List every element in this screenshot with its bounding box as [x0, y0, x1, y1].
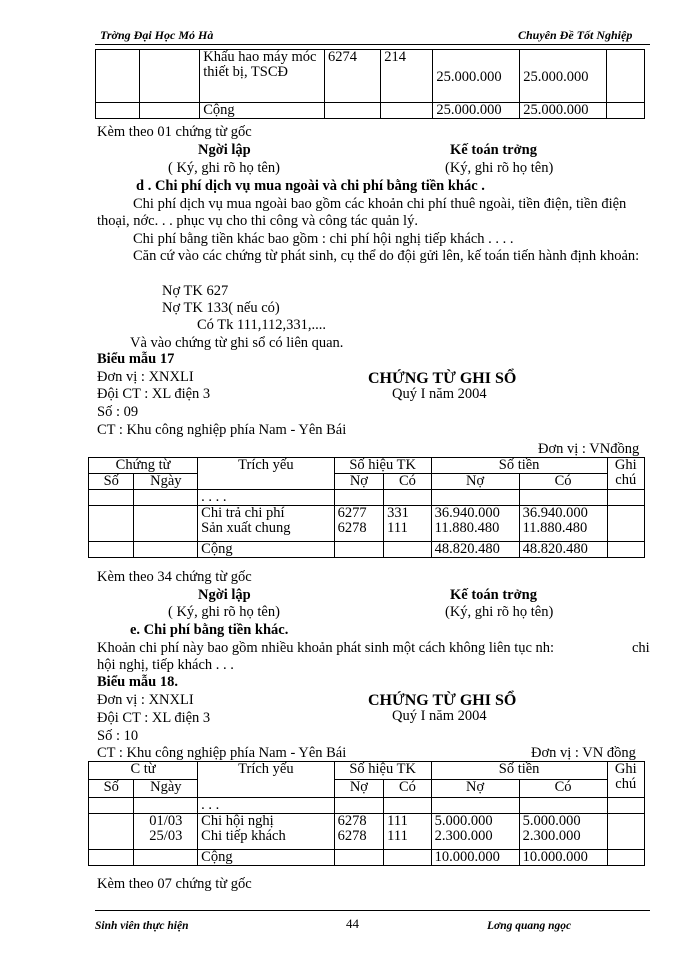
section-d-p3: Căn cứ vào các chứng từ phát sinh, cụ thể do đội gửi lên, kế toán tiến hành định khoản: [133, 248, 640, 264]
form17-label: Biểu mẫu 17 [97, 351, 175, 367]
row-debit: 11.880.480 [434, 520, 500, 536]
section-e-heading: e. Chi phí bằng tiền khác. [130, 622, 289, 638]
table-cell [139, 103, 199, 119]
table-cell [607, 542, 644, 558]
table-cell: 25.000.000 [520, 103, 607, 119]
sig-right-note: (Ký, ghi rõ họ tên) [445, 604, 554, 620]
entry-debit-133: Nợ TK 133( nếu có) [162, 300, 280, 316]
sig-right-title: Kế toán trởng [450, 142, 537, 158]
table-cell: Cộng [200, 103, 325, 119]
table-cell [431, 506, 519, 542]
entry-debit-627: Nợ TK 627 [162, 283, 229, 299]
form18-project: CT : Khu công nghiệp phía Nam - Yên Bái [97, 745, 347, 761]
row-credit: 36.940.000 [522, 505, 588, 521]
section-e-p1-cont: hội nghị, tiếp khách . . . [97, 657, 234, 673]
table-cell [519, 814, 607, 850]
table-cell [134, 850, 198, 866]
table-cell: Khấu hao máy móc thiết bị, TSCĐ [200, 50, 325, 103]
table-cell [384, 814, 432, 850]
top-table [95, 49, 645, 119]
col-date: Ngày [134, 780, 198, 798]
row-credit: 5.000.000 [522, 813, 581, 829]
row-credit-acct: 111 [387, 813, 408, 829]
table-cell [334, 506, 384, 542]
total-debit: 48.820.480 [431, 542, 519, 558]
form17-number: Số : 09 [97, 404, 139, 420]
section-e-p1-end: chi [632, 640, 650, 656]
col-debit: Nợ [431, 780, 519, 798]
col-no: Số [89, 474, 134, 490]
table-cell [334, 490, 384, 506]
col-amount: Số tiền [431, 458, 607, 474]
section-d-p2: Chi phí bằng tiền khác bao gồm : chi phí hội nghị tiếp khách . . . . [133, 231, 514, 247]
table-cell: 6274 [324, 50, 380, 103]
table-cell [89, 798, 134, 814]
table-cell [134, 814, 198, 850]
table-cell [324, 103, 380, 119]
sig-left-title: Ngời lập [198, 587, 251, 603]
section-e-p1: Khoản chi phí này bao gồm nhiều khoản phát sinh một cách không liên tục nh: [97, 640, 555, 656]
form18-team: Đội CT : XL điện 3 [97, 710, 211, 726]
col-credit-acct: Có [384, 780, 432, 798]
total-credit: 48.820.480 [519, 542, 607, 558]
row-desc: Chi tiếp khách [201, 828, 286, 844]
table-cell [334, 814, 384, 850]
table-cell [384, 542, 432, 558]
table-cell [96, 50, 140, 103]
total-credit: 10.000.000 [519, 850, 607, 866]
page-number: 44 [346, 916, 359, 931]
table-cell: 25.000.000 [433, 50, 520, 103]
table-cell [607, 850, 644, 866]
sig-right-note: (Ký, ghi rõ họ tên) [445, 160, 554, 176]
col-desc: Trích yếu [198, 458, 334, 490]
form17-team: Đội CT : XL điện 3 [97, 386, 211, 402]
table-cell [519, 490, 607, 506]
row-debit: 2.300.000 [434, 828, 493, 844]
header-right: Chuyên Đề Tốt Nghiệp [518, 28, 633, 42]
form18-number: Số : 10 [97, 728, 139, 744]
table-cell [431, 814, 519, 850]
col-no: Số [89, 780, 134, 798]
total-label: Cộng [198, 850, 334, 866]
col-debit-acct: Nợ [334, 780, 384, 798]
sig-left-note: ( Ký, ghi rõ họ tên) [168, 160, 280, 176]
table-cell [607, 798, 644, 814]
col-credit: Có [519, 474, 607, 490]
col-desc: Trích yếu [198, 762, 334, 798]
table-row [89, 814, 134, 850]
form18-label: Biểu mẫu 18. [97, 674, 178, 690]
table-cell [198, 814, 334, 850]
form18-table [88, 761, 645, 866]
table-cell [384, 490, 432, 506]
sig-right-title: Kế toán trởng [450, 587, 537, 603]
form18-currency: Đơn vị : VN đồng [531, 745, 636, 761]
col-acct: Số hiệu TK [334, 458, 431, 474]
table-cell [607, 506, 644, 542]
table-cell [384, 506, 432, 542]
col-debit-acct: Nợ [334, 474, 384, 490]
table-cell [334, 798, 384, 814]
table-cell [134, 506, 198, 542]
col-credit-acct: Có [384, 474, 432, 490]
form18-period: Quý I năm 2004 [392, 708, 487, 724]
table-cell [334, 542, 384, 558]
col-voucher: C từ [89, 762, 198, 780]
form17-project: CT : Khu công nghiệp phía Nam - Yên Bái [97, 422, 347, 438]
row-desc: Chi hội nghị [201, 813, 274, 829]
form18-unit: Đơn vị : XNXLI [97, 692, 194, 708]
table-cell [519, 798, 607, 814]
form17-currency: Đơn vị : VNđồng [538, 441, 640, 457]
form17-title: CHỨNG TỪ GHI SỔ [368, 370, 517, 387]
col-note: Ghi chú [607, 762, 644, 798]
col-amount: Số tiền [431, 762, 607, 780]
attach-note: Kèm theo 01 chứng từ gốc [97, 124, 252, 140]
table-cell [431, 798, 519, 814]
form18-attach: Kèm theo 07 chứng từ gốc [97, 876, 252, 892]
table-cell [381, 103, 433, 119]
table-cell [384, 850, 432, 866]
sig-left-title: Ngời lập [198, 142, 251, 158]
header-rule [95, 44, 650, 45]
table-cell [96, 103, 140, 119]
row-debit-acct: 6278 [337, 520, 367, 536]
total-debit: 10.000.000 [431, 850, 519, 866]
table-cell: . . . . [198, 490, 334, 506]
row-debit: 5.000.000 [434, 813, 493, 829]
row-credit: 2.300.000 [522, 828, 581, 844]
section-d-p4: Và vào chứng từ ghi sổ có liên quan. [130, 335, 344, 351]
table-cell [607, 490, 644, 506]
table-cell: . . . [198, 798, 334, 814]
col-acct: Số hiệu TK [334, 762, 431, 780]
form17-attach: Kèm theo 34 chứng từ gốc [97, 569, 252, 585]
footer-rule [95, 910, 650, 911]
table-cell [89, 490, 134, 506]
entry-credit: Có Tk 111,112,331,.... [197, 317, 327, 333]
row-credit: 11.880.480 [522, 520, 588, 536]
row-debit-acct: 6278 [337, 813, 367, 829]
row-date: 01/03 [149, 813, 183, 829]
table-cell [519, 506, 607, 542]
table-row [89, 506, 134, 542]
table-cell: 25.000.000 [520, 50, 607, 103]
table-cell [134, 798, 198, 814]
section-d-heading: d . Chi phí dịch vụ mua ngoài và chi phí bằng tiền khác . [136, 178, 485, 194]
table-cell [134, 542, 198, 558]
table-cell [89, 850, 134, 866]
row-credit-acct: 331 [387, 505, 409, 521]
header-left: Trờng Đại Học Mỏ Hà [100, 28, 214, 42]
form17-period: Quý I năm 2004 [392, 386, 487, 402]
col-note: Ghi chú [607, 458, 644, 490]
table-cell [384, 798, 432, 814]
table-cell: 214 [381, 50, 433, 103]
form18-title: CHỨNG TỪ GHI SỔ [368, 692, 517, 709]
sig-left-note: ( Ký, ghi rõ họ tên) [168, 604, 280, 620]
table-cell [607, 50, 645, 103]
table-cell [89, 542, 134, 558]
total-label: Cộng [198, 542, 334, 558]
table-cell [431, 490, 519, 506]
col-date: Ngày [134, 474, 198, 490]
row-debit: 36.940.000 [434, 505, 500, 521]
footer-left: Sinh viên thực hiện [95, 920, 189, 932]
section-d-p1: Chi phí dịch vụ mua ngoài bao gồm các khoản chi phí thuê ngoài, tiền điện, tiền điện thoại, nớc. . . phục vụ cho thi công và công tác quản lý. [97, 196, 627, 229]
row-date: 25/03 [149, 828, 183, 844]
table-cell [334, 850, 384, 866]
col-voucher: Chứng từ [89, 458, 198, 474]
footer-right: Lơng quang ngọc [487, 920, 572, 932]
table-cell [134, 490, 198, 506]
row-credit-acct: 111 [387, 520, 408, 536]
row-credit-acct: 111 [387, 828, 408, 844]
form17-table [88, 457, 645, 558]
table-cell [607, 814, 644, 850]
table-cell [198, 506, 334, 542]
table-cell [139, 50, 199, 103]
row-debit-acct: 6277 [337, 505, 367, 521]
form17-unit: Đơn vị : XNXLI [97, 369, 194, 385]
table-cell [607, 103, 645, 119]
row-desc: Chi trả chi phí [201, 505, 285, 521]
row-desc: Sản xuất chung [201, 520, 291, 536]
row-debit-acct: 6278 [337, 828, 367, 844]
col-credit: Có [519, 780, 607, 798]
table-cell: 25.000.000 [433, 103, 520, 119]
col-debit: Nợ [431, 474, 519, 490]
